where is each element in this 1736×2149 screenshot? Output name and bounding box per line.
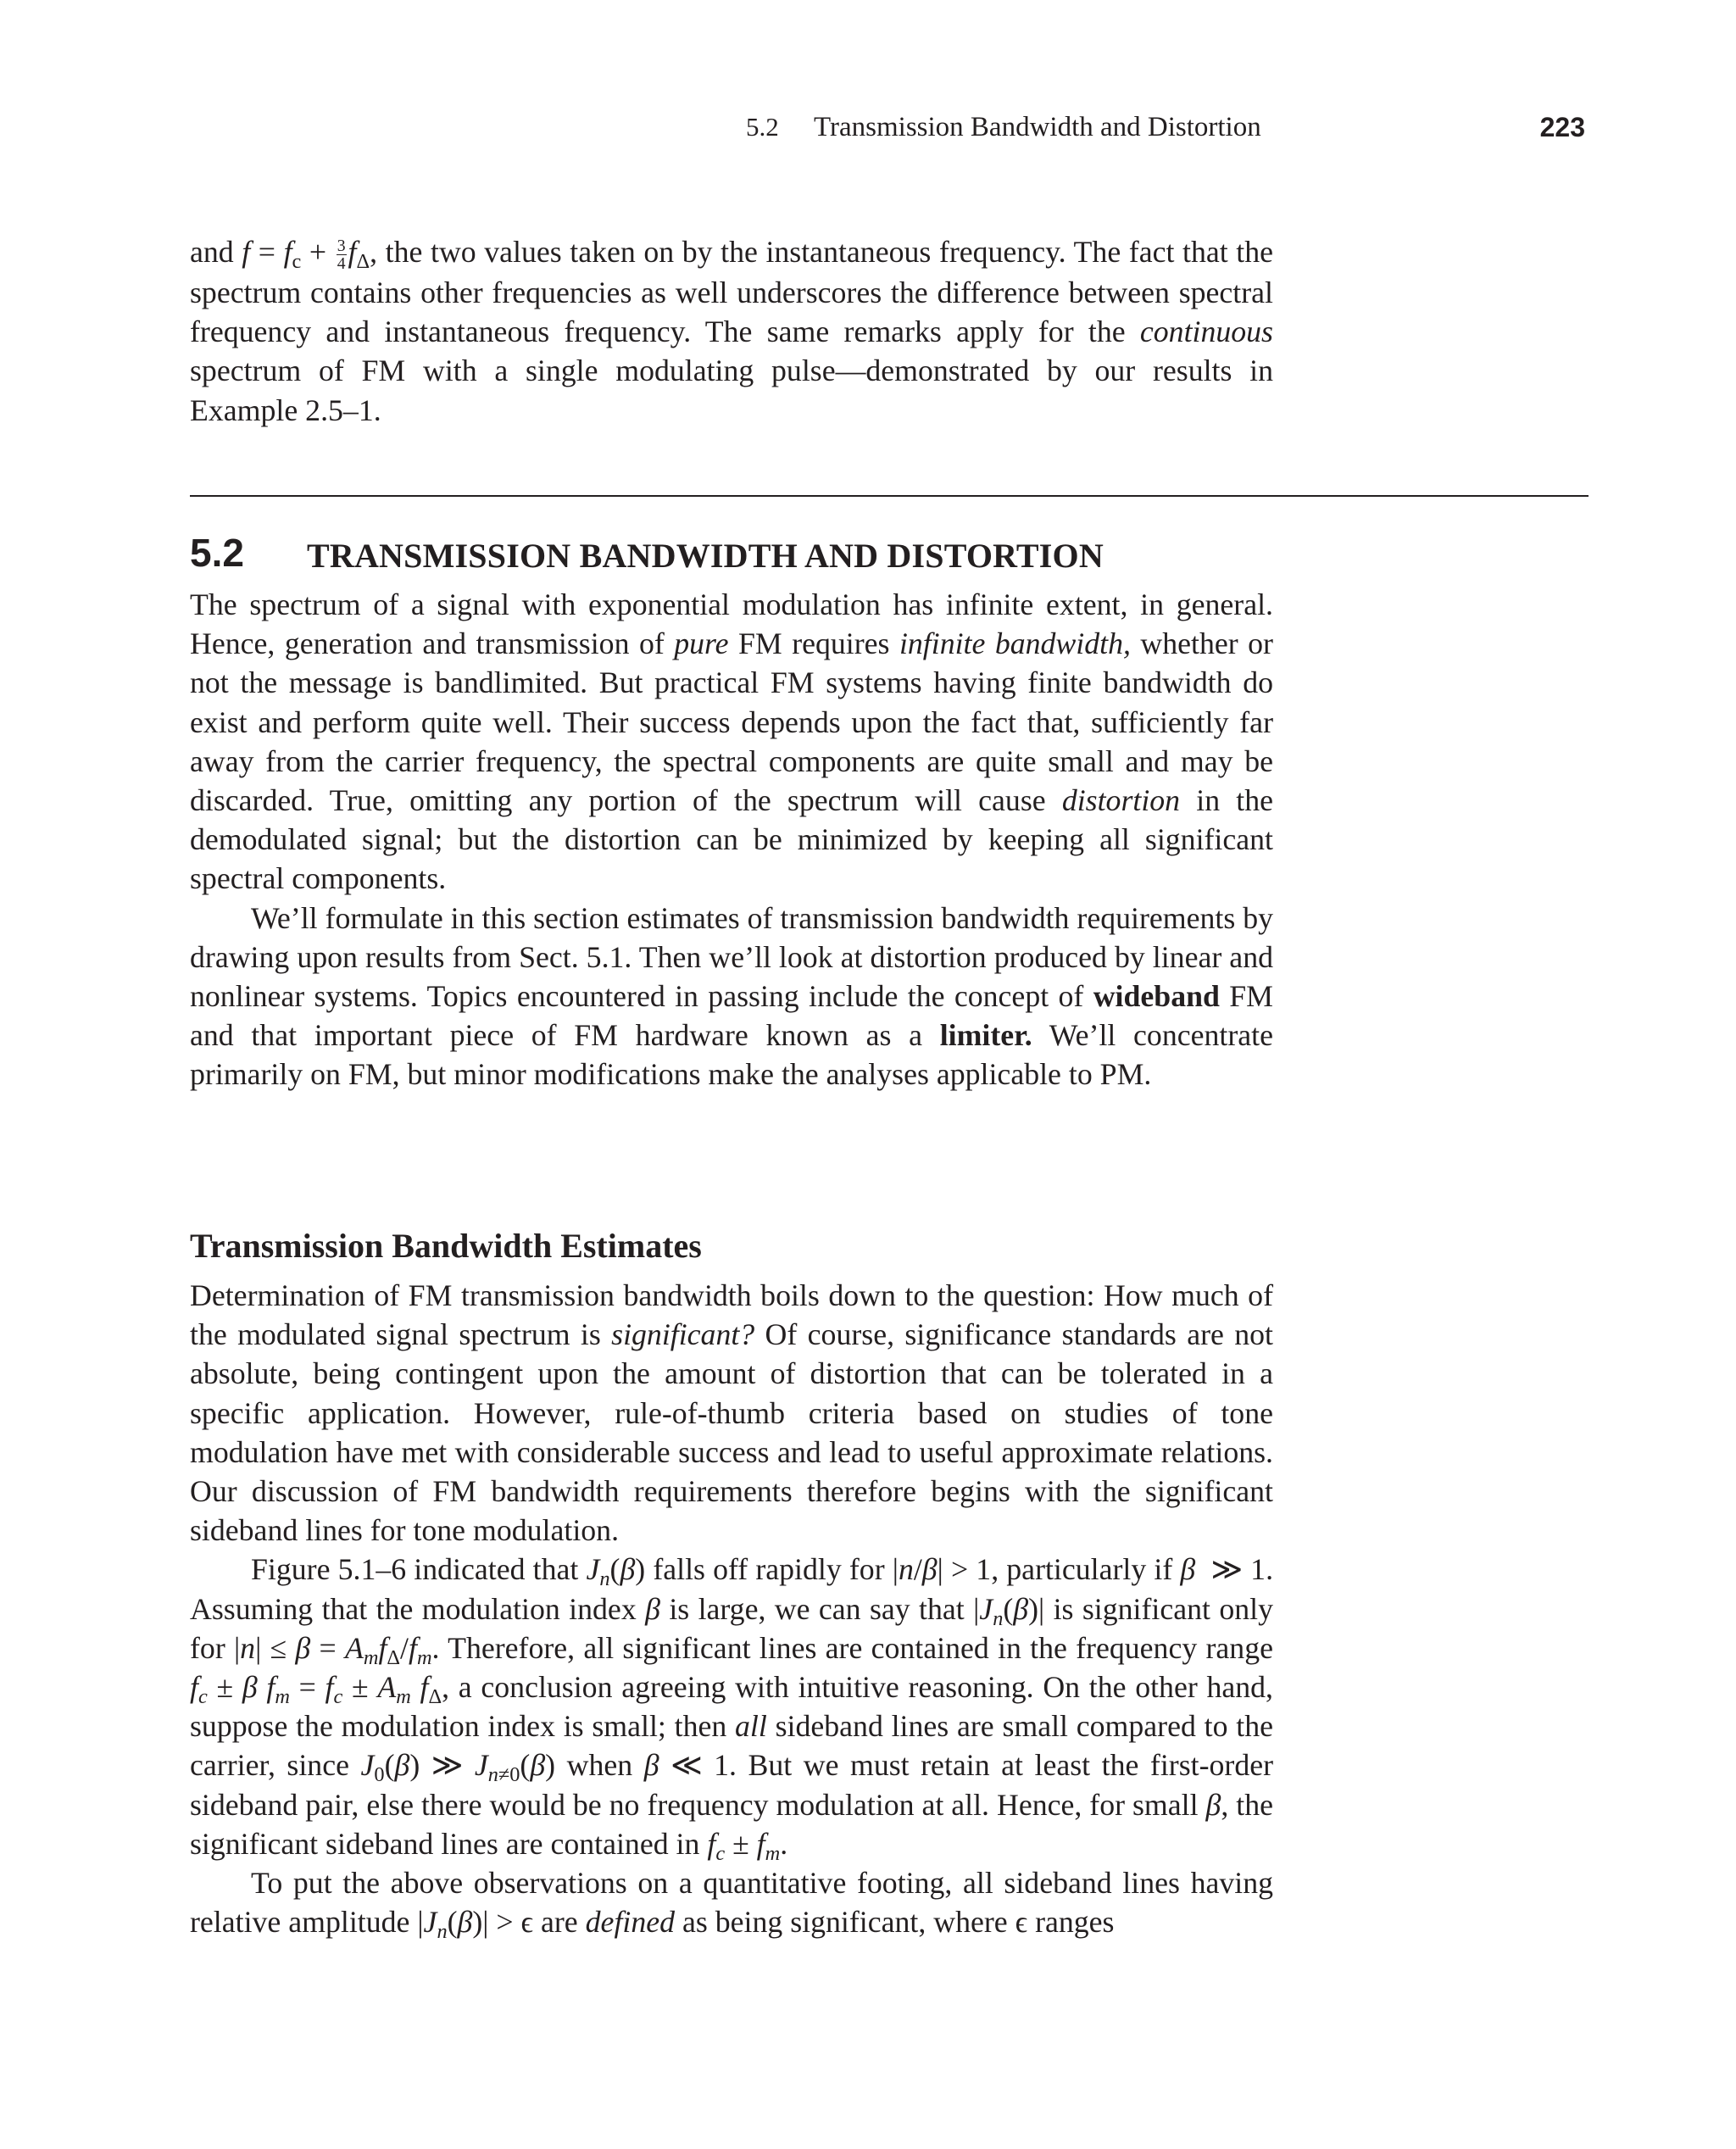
subsection-paragraph-3: To put the above observations on a quantitative footing, all sideband lines having relative amplitude $|J_n(\beta)| > \epsilon$ are defined as being significant, where ϵ ranges [190, 1866, 1273, 1944]
section-paragraph-2: We’ll formulate in this section estimates of transmission bandwidth requirements by drawing upon results from Sect. 5.1. Then we’ll look at distortion produced by linear and nonlinear systems. Topics encountered in passing include the concept of wideband FM and that important piece of FM hardware known as a limiter. We’ll concentrate primarily on FM, but minor modifications make the analyses applicable to PM. [190, 900, 1274, 1092]
section-number: 5.2 [190, 531, 244, 575]
section-paragraph-1: The spectrum of a signal with exponential modulation has infinite extent, in general. Hence, generation and transmission of pure FM requires infinite bandwidth, whether or not the message is bandlimited. But practical FM systems having finite bandwidth do exist and perform quite well. Their success depends upon the fact that, sufficiently far away from the carrier frequency, the spectral components are quite small and may be discarded. True, omitting any portion of the spectrum will cause distortion in the demodulated signal; but the distortion can be minimized by keeping all significant spectral components. [190, 587, 1274, 896]
section-title: TRANSMISSION BANDWIDTH AND DISTORTION [307, 537, 1104, 575]
subsection-heading: Transmission Bandwidth Estimates [190, 1227, 702, 1265]
subsection-body [190, 1276, 1274, 1944]
page-number: 223 [1539, 112, 1585, 142]
subsection-paragraph-2: Figure 5.1–6 indicated that $J_n(\beta)$ falls off rapidly for |n/β| > 1, particularly if β ≫ 1. Assuming that the modulation index β is large, we can say that $|J_n(\beta)|$ is significant only for $|n| \le \beta = A_mf_\Delta/f_m$. Therefore, all significant lines are contained in the frequency range $f_c \pm \beta$ $f_m = f_c \pm A_m$ $f_\Delta$, a conclusion agreeing with intuitive reasoning. On the other hand, suppose the modulation index is small; then all sideband lines are small compared to the carrier, since $J_0(\beta)$ ≫ $J_{n\ne 0}(\beta)$ when β ≪ 1. But we must retain at least the first-order sideband pair, else there would be no frequency modulation at all. Hence, for small β, the significant sideband lines are contained in $f_c \pm f_m$. [190, 1552, 1274, 1865]
running-head-section-number: 5.2 [746, 112, 779, 142]
subsection-paragraph-1: Determination of FM transmission bandwidth boils down to the question: How much of the modulated signal spectrum is significant? Of course, significance standards are not absolute, being contingent upon the amount of distortion that can be tolerated in a specific application. However, rule-of-thumb criteria based on studies of tone modulation have met with considerable success and lead to useful approximate relations. Our discussion of FM bandwidth requirements therefore begins with the significant sideband lines for tone modulation. [190, 1278, 1273, 1548]
intro-paragraph: and $f = f_c$ + $\frac{3}{4}$ $f_\Delta$, the two values taken on by the instantaneous frequency. The fact that the spectrum contains other frequencies as well underscores the difference between spectral frequency and instantaneous frequency. The same remarks apply for the continuous spectrum of FM with a single modulating pulse—demonstrated by our results in Example 2.5–1. [190, 235, 1273, 427]
section-divider-rule [190, 495, 1589, 497]
intro-paragraph-block [190, 232, 1273, 430]
running-head [746, 109, 1594, 146]
section-body [190, 585, 1273, 1094]
running-head-section-title: Transmission Bandwidth and Distortion [814, 112, 1261, 142]
eq-instantaneous-frequency: f [242, 235, 251, 269]
